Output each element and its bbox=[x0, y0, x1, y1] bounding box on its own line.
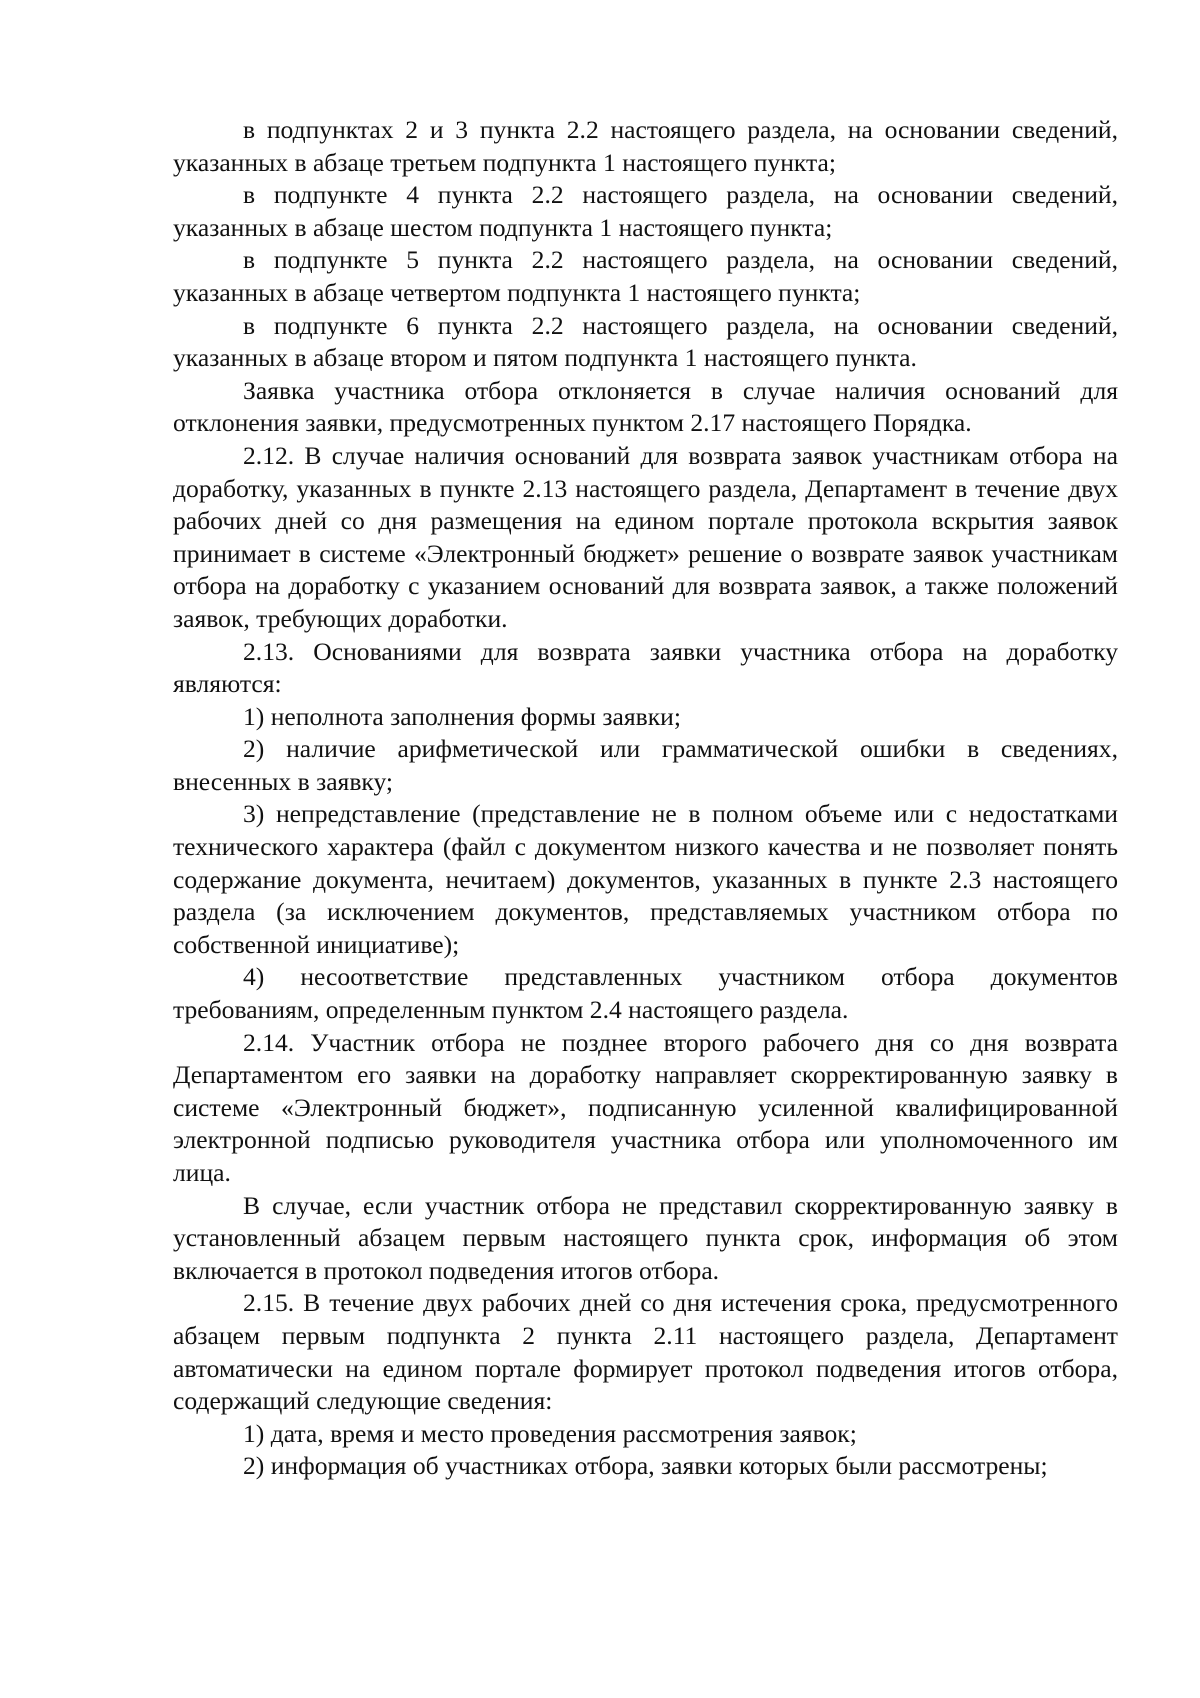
paragraph: в подпункте 6 пункта 2.2 настоящего раздела, на основании сведений, указанных в абзаце втором и пятом подпункта 1 настоящего пункта. bbox=[173, 310, 1118, 373]
list-item: 2) информация об участниках отбора, заявки которых были рассмотрены; bbox=[243, 1451, 1048, 1481]
list-item: 2) наличие арифметической или грамматической ошибки в сведениях, внесенных в заявку; bbox=[173, 734, 1118, 796]
paragraph: в подпунктах 2 и 3 пункта 2.2 настоящего раздела, на основании сведений, указанных в абзаце третьем подпункта 1 настоящего пункта; bbox=[173, 115, 1118, 177]
list-item: 4) несоответствие представленных участником отбора документов требованиям, определенным пунктом 2.4 настоящего раздела. bbox=[173, 962, 1118, 1025]
paragraph: 2.13. Основаниями для возврата заявки участника отбора на доработку являются: bbox=[173, 636, 1118, 699]
list-item: 1) неполнота заполнения формы заявки; bbox=[243, 701, 681, 731]
document-body bbox=[173, 114, 1118, 1483]
paragraph: 2.15. В течение двух рабочих дней со дня истечения срока, предусмотренного абзацем первым подпункта 2 пункта 2.11 настоящего раздела, Департамент автоматически на едином портале формирует протокол подведения итогов отбора, содержащий следующие сведения: bbox=[173, 1288, 1118, 1416]
paragraph: 2.14. Участник отбора не позднее второго рабочего дня со дня возврата Департаментом его заявки на доработку направляет скорректированную заявку в системе «Электронный бюджет», подписанную усиленной квалифицированной электронной подписью руководителя участника отбора или уполномоченного им лица. bbox=[173, 1027, 1118, 1187]
paragraph: 2.12. В случае наличия оснований для возврата заявок участникам отбора на доработку, указанных в пункте 2.13 настоящего раздела, Департамент в течение двух рабочих дней со дня размещения на едином портале протокола вскрытия заявок принимает в системе «Электронный бюджет» решение о возврате заявок участникам отбора на доработку с указанием оснований для возврата заявок, а также положений заявок, требующих доработки. bbox=[173, 440, 1118, 633]
paragraph: Заявка участника отбора отклоняется в случае наличия оснований для отклонения заявки, предусмотренных пунктом 2.17 настоящего Порядка. bbox=[173, 375, 1118, 438]
list-item: 3) непредставление (представление не в полном объеме или с недостатками технического характера (файл с документом низкого качества и не позволяет понять содержание документа, нечитаем) документов, указанных в пункте 2.3 настоящего раздела (за исключением документов, представляемых участником отбора по собственной инициативе); bbox=[173, 799, 1118, 959]
paragraph: в подпункте 4 пункта 2.2 настоящего раздела, на основании сведений, указанных в абзаце шестом подпункта 1 настоящего пункта; bbox=[173, 180, 1118, 242]
paragraph: В случае, если участник отбора не представил скорректированную заявку в установленный абзацем первым настоящего пункта срок, информация об этом включается в протокол подведения итогов отбора. bbox=[173, 1190, 1118, 1285]
list-item: 1) дата, время и место проведения рассмотрения заявок; bbox=[243, 1418, 857, 1448]
paragraph: в подпункте 5 пункта 2.2 настоящего раздела, на основании сведений, указанных в абзаце четвертом подпункта 1 настоящего пункта; bbox=[173, 245, 1118, 307]
